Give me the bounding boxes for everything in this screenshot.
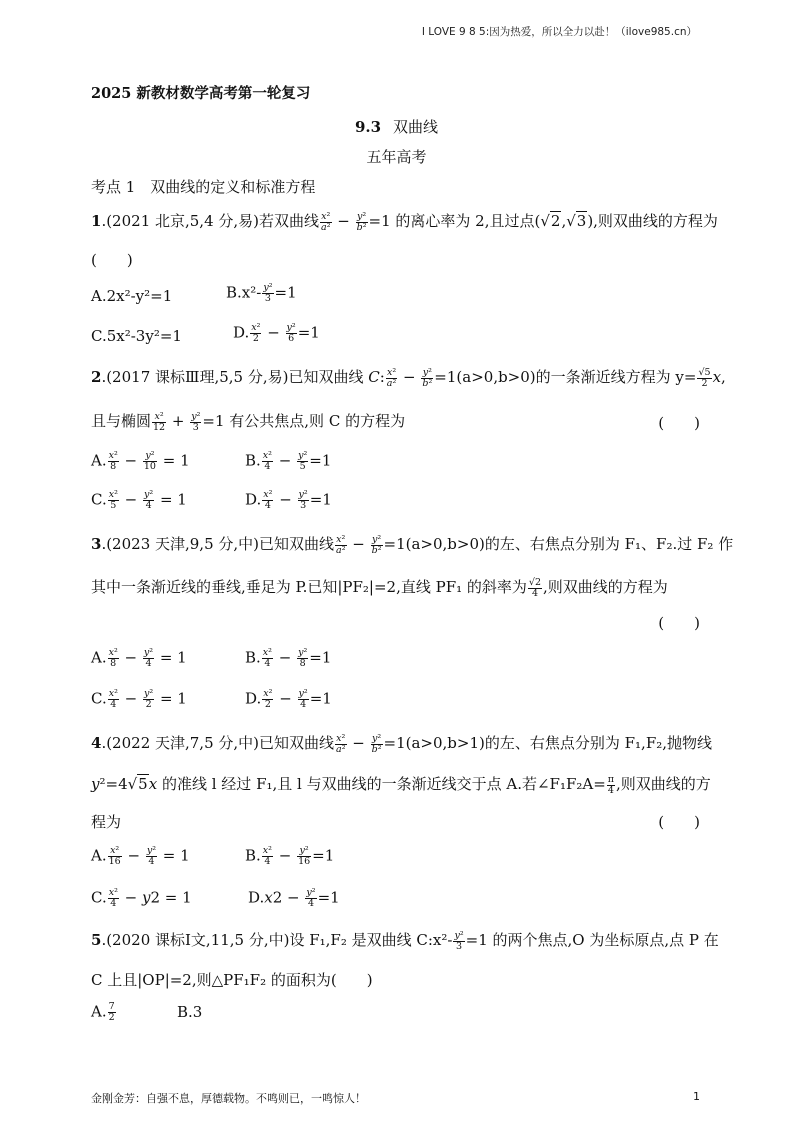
question-number: 1 — [91, 212, 102, 230]
document-title: 2025 新教材数学高考第一轮复习 — [91, 85, 311, 102]
question-2: 2.(2017 课标Ⅲ理,5,5 分,易)已知双曲线 C: $\frac{\text{x²}}{\text{a²}}$ − $\frac{\text{y²}}{\text{b²}}$ =1(a>0,b>0)的一条渐近线方程为 y= $\frac{√5}{2}$ x, — [91, 366, 726, 389]
topic-heading: 考点 1 双曲线的定义和标准方程 — [91, 178, 316, 196]
question-2-line-2: 且与椭圆 $\frac{\text{x²}}{12}$ + $\frac{\text{y²}}{3}$ =1 有公共焦点,则 C 的方程为 — [91, 410, 406, 433]
option-a: A. $\frac{\text{x²}}{8}$ − $\frac{\text{y²}}{10}$ = 1 — [91, 450, 190, 472]
option-b: B.x²- $\frac{\text{y²}}{3}$ =1 — [226, 282, 297, 304]
option-a: A. $\frac{7}{2}$ — [91, 1001, 115, 1023]
answer-paren: ( ) — [658, 614, 700, 632]
page-footer: 金刚金芳：自强不息，厚德载物。不鸣则已，一鸣惊人！ — [91, 1092, 366, 1105]
page-number: 1 — [693, 1090, 700, 1103]
question-1: 1.(2021 北京,5,4 分,易)若双曲线 $\frac{\text{x²}}{\text{a²}}$ − $\frac{\text{y²}}{\text{b²}}$ =1 的离心率为 2,且过点(√2,√3),则双曲线的方程为 — [91, 210, 718, 233]
option-c: C. $\frac{\text{x²}}{4}$ − $\frac{\text{y²}}{2}$ = 1 — [91, 688, 187, 710]
option-b: B. $\frac{\text{x²}}{4}$ − $\frac{\text{y²}}{16}$ =1 — [245, 845, 335, 867]
option-d: D.x2 − $\frac{\text{y²}}{4}$ =1 — [248, 887, 340, 909]
option-a: A. $\frac{\text{x²}}{8}$ − $\frac{\text{y²}}{4}$ = 1 — [91, 647, 187, 669]
question-number: 3 — [91, 535, 102, 553]
question-number: 4 — [91, 734, 102, 752]
option-b: B.3 — [177, 1003, 203, 1021]
option-c: C.5x²-3y²=1 — [91, 327, 182, 345]
question-number: 2 — [91, 368, 102, 386]
answer-paren: ( ) — [91, 251, 133, 269]
section-name: 双曲线 — [393, 118, 439, 136]
answer-paren: ( ) — [658, 813, 700, 831]
option-b: B. $\frac{\text{x²}}{4}$ − $\frac{\text{y²}}{5}$ =1 — [245, 450, 332, 472]
option-c: C. $\frac{\text{x²}}{4}$ − y2 = 1 — [91, 887, 192, 909]
option-d: D. $\frac{\text{x²}}{4}$ − $\frac{\text{y²}}{3}$ =1 — [245, 489, 332, 511]
option-c: C. $\frac{\text{x²}}{5}$ − $\frac{\text{y²}}{4}$ = 1 — [91, 489, 187, 511]
question-4-line-2: y²=4√5x 的准线 l 经过 F₁,且 l 与双曲线的一条渐近线交于点 A.若∠F₁F₂A= $\frac{\pi}{4}$ ,则双曲线的方 — [91, 773, 711, 796]
question-5: 5.(2020 课标Ⅰ文,11,5 分,中)设 F₁,F₂ 是双曲线 C:x²- $\frac{\text{y²}}{3}$ =1 的两个焦点,O 为坐标原点,点 P 在 — [91, 929, 719, 952]
answer-paren: ( ) — [658, 414, 700, 432]
section-title — [0, 116, 793, 137]
option-d: D. $\frac{\text{x²}}{2}$ − $\frac{\text{y²}}{6}$ =1 — [233, 322, 320, 344]
question-3-line-2: 其中一条渐近线的垂线,垂足为 P.已知|PF₂|=2,直线 PF₁ 的斜率为 $\frac{√2}{4}$ ,则双曲线的方程为 — [91, 576, 668, 599]
subtitle: 五年高考 — [366, 148, 427, 166]
option-a: A. $\frac{\text{x²}}{16}$ − $\frac{\text{y²}}{4}$ = 1 — [91, 845, 190, 867]
option-b: B. $\frac{\text{x²}}{4}$ − $\frac{\text{y²}}{8}$ =1 — [245, 647, 332, 669]
page-header: I LOVE 9 8 5:因为热爱，所以全力以赴！（ilove985.cn） — [421, 26, 697, 38]
option-a: A.2x²-y²=1 — [91, 287, 173, 305]
question-number: 5 — [91, 931, 102, 949]
option-d: D. $\frac{\text{x²}}{2}$ − $\frac{\text{y²}}{4}$ =1 — [245, 688, 332, 710]
question-4: 4.(2022 天津,7,5 分,中)已知双曲线 $\frac{\text{x²}}{\text{a²}}$ − $\frac{\text{y²}}{\text{b²}}$ =1(a>0,b>1)的左、右焦点分别为 F₁,F₂,抛物线 — [91, 732, 713, 755]
question-3: 3.(2023 天津,9,5 分,中)已知双曲线 $\frac{\text{x²}}{\text{a²}}$ − $\frac{\text{y²}}{\text{b²}}$ =1(a>0,b>0)的左、右焦点分别为 F₁、F₂.过 F₂ 作 — [91, 533, 734, 556]
question-5-line-2: C 上且|OP|=2,则△PF₁F₂ 的面积为( ) — [91, 971, 373, 989]
question-4-line-3: 程为 — [91, 813, 122, 831]
section-number: 9.3 — [354, 118, 382, 136]
